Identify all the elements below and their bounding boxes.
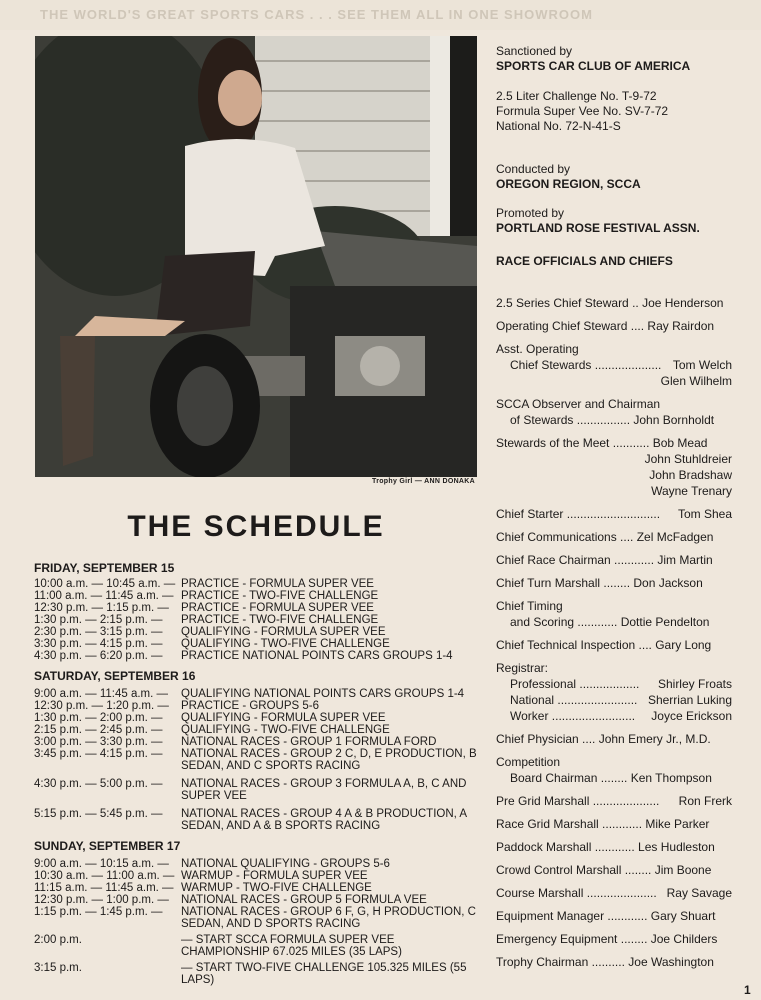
promoted-org: PORTLAND ROSE FESTIVAL ASSN. (496, 221, 700, 235)
day-section (34, 668, 484, 832)
event-time: 9:00 a.m. — 11:45 a.m. — (34, 688, 169, 700)
schedule-row (34, 962, 484, 986)
schedule-row (34, 882, 484, 894)
schedule-row (34, 614, 484, 626)
official-row: Operating Chief Steward .... Ray Rairdon (496, 319, 715, 333)
event-desc: QUALIFYING NATIONAL POINTS CARS GROUPS 1-4 (181, 688, 465, 700)
sanction-block (496, 44, 732, 269)
day-section (34, 838, 484, 986)
official-role: Course Marshall ..................... (496, 886, 657, 900)
official-row (496, 692, 732, 708)
official-row: Crowd Control Marshall ........ Jim Boone (496, 863, 712, 877)
event-desc: WARMUP - TWO-FIVE CHALLENGE (181, 882, 372, 894)
event-desc: PRACTICE - TWO-FIVE CHALLENGE (181, 590, 379, 602)
schedule-row (34, 778, 484, 802)
schedule-row (34, 712, 484, 724)
event-desc: NATIONAL QUALIFYING - GROUPS 5-6 (181, 858, 390, 870)
official-row: Asst. Operating (496, 342, 579, 356)
event-desc: WARMUP - FORMULA SUPER VEE (181, 870, 368, 882)
event-time: 12:30 p.m. — 1:00 p.m. — (34, 894, 169, 906)
official-role: Chief Stewards .................... (510, 358, 662, 372)
top-banner-text: THE WORLD'S GREAT SPORTS CARS . . . SEE THEM ALL IN ONE SHOWROOM (0, 0, 761, 30)
official-row: and Scoring ............ Dottie Pendelton (510, 615, 710, 629)
event-time: 1:30 p.m. — 2:00 p.m. — (34, 712, 163, 724)
official-row (496, 676, 732, 692)
official-row: Stewards of the Meet ........... Bob Mead (496, 436, 708, 450)
official-name: Ray Savage (666, 886, 732, 900)
official-row: Race Grid Marshall ............ Mike Parker (496, 817, 710, 831)
official-row: Registrar: (496, 661, 549, 675)
promoted-label: Promoted by (496, 206, 565, 220)
official-row (496, 708, 732, 724)
event-time: 2:30 p.m. — 3:15 p.m. — (34, 626, 163, 638)
event-desc: NATIONAL RACES - GROUP 4 A & B PRODUCTION, A SEDAN, AND A & B SPORTS RACING (181, 808, 467, 832)
schedule-row (34, 590, 484, 602)
official-role: Pre Grid Marshall .................... (496, 794, 660, 808)
event-desc: NATIONAL RACES - GROUP 5 FORMULA VEE (181, 894, 427, 906)
official-row: Equipment Manager ............ Gary Shuart (496, 909, 716, 923)
officials-heading: RACE OFFICIALS AND CHIEFS (496, 254, 673, 268)
day-heading: SATURDAY, SEPTEMBER 16 (34, 669, 196, 683)
official-row: Glen Wilhelm (660, 374, 732, 388)
event-time: 10:00 a.m. — 10:45 a.m. — (34, 578, 176, 590)
day-heading: FRIDAY, SEPTEMBER 15 (34, 561, 175, 575)
event-desc: NATIONAL RACES - GROUP 3 FORMULA A, B, C AND SUPER VEE (181, 778, 467, 802)
schedule-row (34, 724, 484, 736)
event-desc: PRACTICE - GROUPS 5-6 (181, 700, 320, 712)
event-time: 1:30 p.m. — 2:15 p.m. — (34, 614, 163, 626)
event-desc: QUALIFYING - TWO-FIVE CHALLENGE (181, 638, 390, 650)
official-row: Chief Race Chairman ............ Jim Martin (496, 553, 713, 567)
officials-list (496, 295, 732, 970)
event-time: 11:00 a.m. — 11:45 a.m. — (34, 590, 174, 602)
event-desc: — START TWO-FIVE CHALLENGE 105.325 MILES (55 LAPS) (181, 962, 467, 986)
schedule-row (34, 700, 484, 712)
trophy-girl-photo (35, 36, 477, 477)
event-desc: PRACTICE - FORMULA SUPER VEE (181, 578, 374, 590)
event-desc: QUALIFYING - TWO-FIVE CHALLENGE (181, 724, 390, 736)
event-desc: — START SCCA FORMULA SUPER VEE CHAMPIONSHIP 67.025 MILES (35 LAPS) (181, 934, 402, 958)
schedule-row (34, 688, 484, 700)
event-time: 2:15 p.m. — 2:45 p.m. — (34, 724, 163, 736)
official-row: of Stewards ................ John Bornholdt (510, 413, 715, 427)
event-time: 1:15 p.m. — 1:45 p.m. — (34, 906, 163, 918)
official-row: John Bradshaw (649, 468, 732, 482)
official-row: Competition (496, 755, 561, 769)
event-desc: NATIONAL RACES - GROUP 2 C, D, E PRODUCTION, B SEDAN, AND C SPORTS RACING (181, 748, 477, 772)
schedule-row (34, 736, 484, 748)
official-role: Professional .................. (510, 677, 640, 691)
official-role: Worker ......................... (510, 709, 636, 723)
schedule-row (34, 602, 484, 614)
event-time: 4:30 p.m. — 6:20 p.m. — (34, 650, 163, 662)
schedule-row (34, 858, 484, 870)
schedule-row (34, 626, 484, 638)
schedule-row (34, 934, 484, 958)
official-row: Chief Physician .... John Emery Jr., M.D. (496, 732, 711, 746)
official-row: 2.5 Series Chief Steward .. Joe Henderson (496, 296, 724, 310)
event-desc: QUALIFYING - FORMULA SUPER VEE (181, 712, 386, 724)
official-row: Chief Timing (496, 599, 563, 613)
event-time: 4:30 p.m. — 5:00 p.m. — (34, 778, 163, 790)
event-desc: QUALIFYING - FORMULA SUPER VEE (181, 626, 386, 638)
sanction-item: National No. 72-N-41-S (496, 119, 621, 133)
schedule-list (34, 560, 484, 986)
event-time: 10:30 a.m. — 11:00 a.m. — (34, 870, 175, 882)
event-time: 3:15 p.m. (34, 962, 82, 974)
official-row: John Stuhldreier (644, 452, 732, 466)
event-time: 3:00 p.m. — 3:30 p.m. — (34, 736, 163, 748)
official-role: National ........................ (510, 693, 638, 707)
official-row: SCCA Observer and Chairman (496, 397, 661, 411)
official-row: Emergency Equipment ........ Joe Childers (496, 932, 718, 946)
day-section (34, 560, 484, 662)
event-time: 2:00 p.m. (34, 934, 82, 946)
event-time: 3:30 p.m. — 4:15 p.m. — (34, 638, 163, 650)
official-row: Board Chairman ........ Ken Thompson (510, 771, 712, 785)
schedule-row (34, 894, 484, 906)
official-name: Tom Shea (677, 507, 732, 521)
page-number: 1 (744, 983, 751, 997)
schedule-title: THE SCHEDULE (127, 510, 385, 543)
official-name: Shirley Froats (657, 677, 732, 691)
schedule-row (34, 748, 484, 772)
event-desc: NATIONAL RACES - GROUP 1 FORMULA FORD (181, 736, 437, 748)
official-row (496, 357, 732, 373)
sanction-org: SPORTS CAR CLUB OF AMERICA (496, 59, 691, 73)
schedule-row (34, 578, 484, 590)
official-row: Chief Communications .... Zel McFadgen (496, 530, 714, 544)
event-time: 3:45 p.m. — 4:15 p.m. — (34, 748, 163, 760)
schedule-row (34, 650, 484, 662)
official-name: Ron Frerk (678, 794, 732, 808)
official-row (496, 506, 732, 522)
event-desc: PRACTICE - TWO-FIVE CHALLENGE (181, 614, 379, 626)
official-row (496, 885, 732, 901)
official-row: Wayne Trenary (651, 484, 732, 498)
schedule-row (34, 870, 484, 882)
event-time: 11:15 a.m. — 11:45 a.m. — (34, 882, 174, 894)
event-time: 5:15 p.m. — 5:45 p.m. — (34, 808, 163, 820)
official-row: Chief Technical Inspection .... Gary Long (496, 638, 712, 652)
schedule-row (34, 808, 484, 832)
schedule-row (34, 906, 484, 930)
official-name: Sherrian Luking (647, 693, 732, 707)
event-desc: NATIONAL RACES - GROUP 6 F, G, H PRODUCTION, C SEDAN, AND D SPORTS RACING (181, 906, 476, 930)
official-role: Chief Starter ............................ (496, 507, 661, 521)
photo-caption: Trophy Girl — ANN DONAKA (372, 478, 475, 485)
event-time: 12:30 p.m. — 1:15 p.m. — (34, 602, 169, 614)
official-name: Tom Welch (672, 358, 732, 372)
official-row: Chief Turn Marshall ........ Don Jackson (496, 576, 703, 590)
schedule-row (34, 638, 484, 650)
event-desc: PRACTICE - FORMULA SUPER VEE (181, 602, 374, 614)
day-heading: SUNDAY, SEPTEMBER 17 (34, 839, 181, 853)
conducted-org: OREGON REGION, SCCA (496, 177, 641, 191)
event-time: 9:00 a.m. — 10:15 a.m. — (34, 858, 169, 870)
official-row: Trophy Chairman .......... Joe Washington (496, 955, 714, 969)
sanction-item: Formula Super Vee No. SV-7-72 (496, 104, 669, 118)
official-row (496, 793, 732, 809)
event-time: 12:30 p.m. — 1:20 p.m. — (34, 700, 169, 712)
official-name: Joyce Erickson (651, 709, 732, 723)
sanction-label: Sanctioned by (496, 44, 573, 58)
sanction-item: 2.5 Liter Challenge No. T-9-72 (496, 89, 657, 103)
conducted-label: Conducted by (496, 162, 571, 176)
event-desc: PRACTICE NATIONAL POINTS CARS GROUPS 1-4 (181, 650, 453, 662)
official-row: Paddock Marshall ............ Les Hudleston (496, 840, 715, 854)
